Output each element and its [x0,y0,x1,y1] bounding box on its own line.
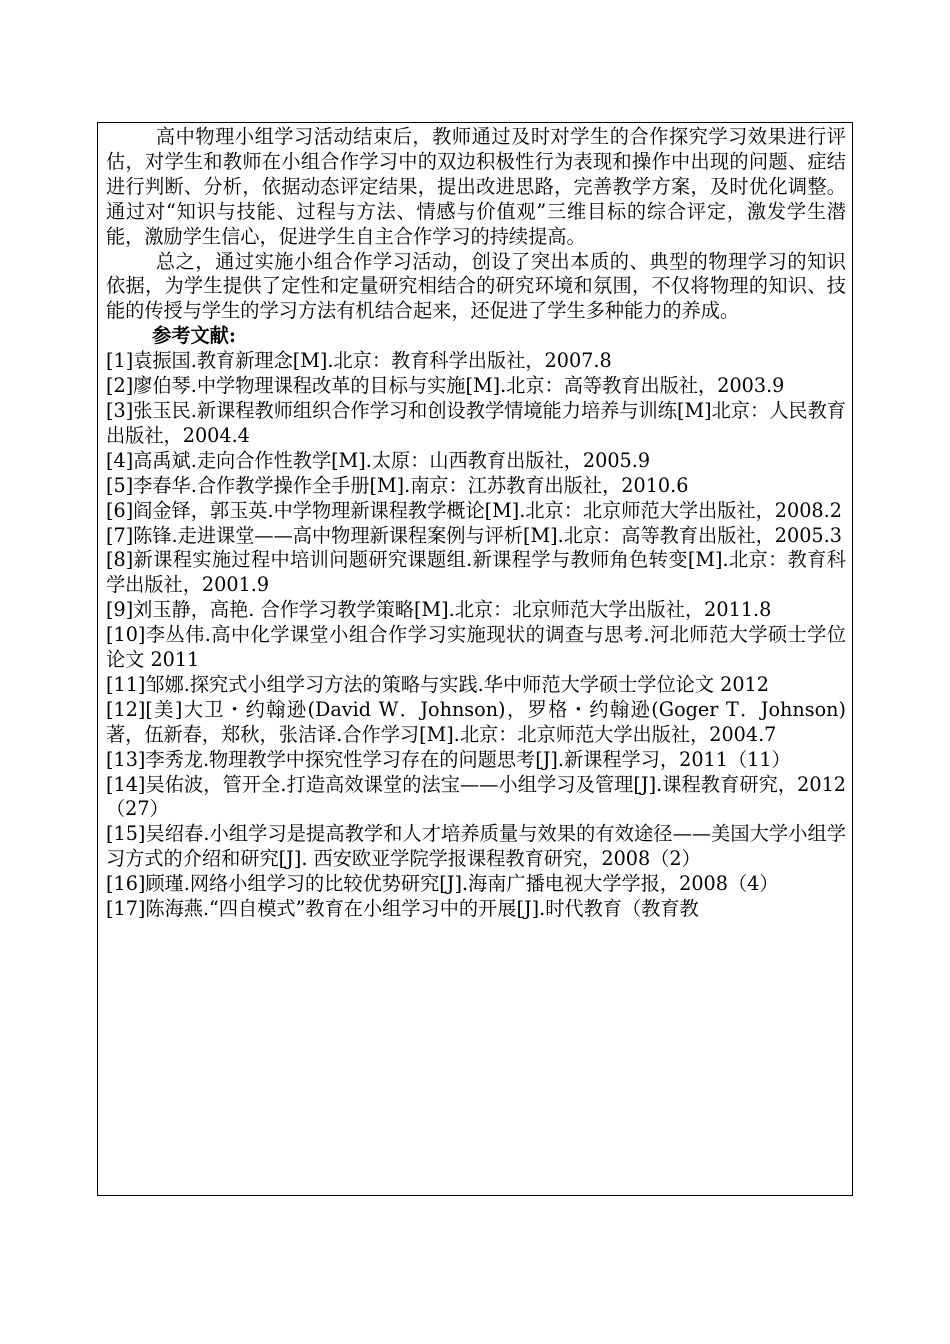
reference-list [106,349,846,922]
reference-item: [13]李秀龙.物理教学中探究性学习存在的问题思考[J].新课程学习，2011（11） [106,747,791,771]
reference-item: [11]邹娜.探究式小组学习方法的策略与实践.华中师范大学硕士学位论文 2012 [106,672,769,696]
reference-item: [6]阎金铎，郭玉英.中学物理新课程教学概论[M].北京：北京师范大学出版社，2008.2 [106,498,842,522]
document-frame [97,122,853,1196]
reference-item: [2]廖伯琴.中学物理课程改革的目标与实施[M].北京：高等教育出版社，2003.9 [106,374,785,398]
reference-item: [17]陈海燕.“四自模式”教育在小组学习中的开展[J].时代教育（教育教 [106,897,699,921]
references-heading: 参考文献: [152,324,236,348]
reference-item: [14]吴佑波，管开全.打造高效课堂的法宝——小组学习及管理[J].课程教育研究，2012（27） [106,772,846,821]
reference-item: [4]高禹斌.走向合作性教学[M].太原：山西教育出版社，2005.9 [106,448,651,472]
reference-item: [3]张玉民.新课程教师组织合作学习和创设教学情境能力培养与训练[M]北京：人民教育出版社，2004.4 [106,398,846,447]
reference-item: [16]顾瑾.网络小组学习的比较优势研究[J].海南广播电视大学学报，2008（4） [106,872,779,896]
paragraph-evaluation: 高中物理小组学习活动结束后，教师通过及时对学生的合作探究学习效果进行评估，对学生和教师在小组合作学习中的双边积极性行为表现和操作中出现的问题、症结进行判断、分析，依据动态评定结果，提出改进思路，完善教学方案，及时优化调整。通过对“知识与技能、过程与方法、情感与价值观”三维目标的综合评定，激发学生潜能，激励学生信心，促进学生自主合作学习的持续提高。 [106,125,846,248]
reference-item: [10]李丛伟.高中化学课堂小组合作学习实施现状的调查与思考.河北师范大学硕士学位论文 2011 [106,623,846,672]
reference-item: [15]吴绍春.小组学习是提高教学和人才培养质量与效果的有效途径——美国大学小组学习方式的介绍和研究[J]. 西安欧亚学院学报课程教育研究，2008（2） [106,822,846,871]
reference-item: [12][美]大卫・约翰逊(David W．Johnson)，罗格・约翰逊(Goger T．Johnson)著，伍新春，郑秋，张洁译.合作学习[M].北京：北京师范大学出版社，2004.7 [106,697,846,746]
reference-item: [7]陈锋.走进课堂——高中物理新课程案例与评析[M].北京：高等教育出版社，2005.3 [106,523,842,547]
document-body [106,125,846,922]
reference-item: [8]新课程实施过程中培训问题研究课题组.新课程学与教师角色转变[M].北京：教育科学出版社，2001.9 [106,548,846,597]
paragraph-conclusion: 总之，通过实施小组合作学习活动，创设了突出本质的、典型的物理学习的知识依据，为学生提供了定性和定量研究相结合的研究环境和氛围，不仅将物理的知识、技能的传授与学生的学习方法有机结合起来，还促进了学生多种能力的养成。 [106,249,846,323]
reference-item: [9]刘玉静，高艳. 合作学习教学策略[M].北京：北京师范大学出版社，2011.8 [106,598,772,622]
reference-item: [1]袁振国.教育新理念[M].北京：教育科学出版社，2007.8 [106,349,612,373]
reference-item: [5]李春华.合作教学操作全手册[M].南京：江苏教育出版社，2010.6 [106,473,689,497]
